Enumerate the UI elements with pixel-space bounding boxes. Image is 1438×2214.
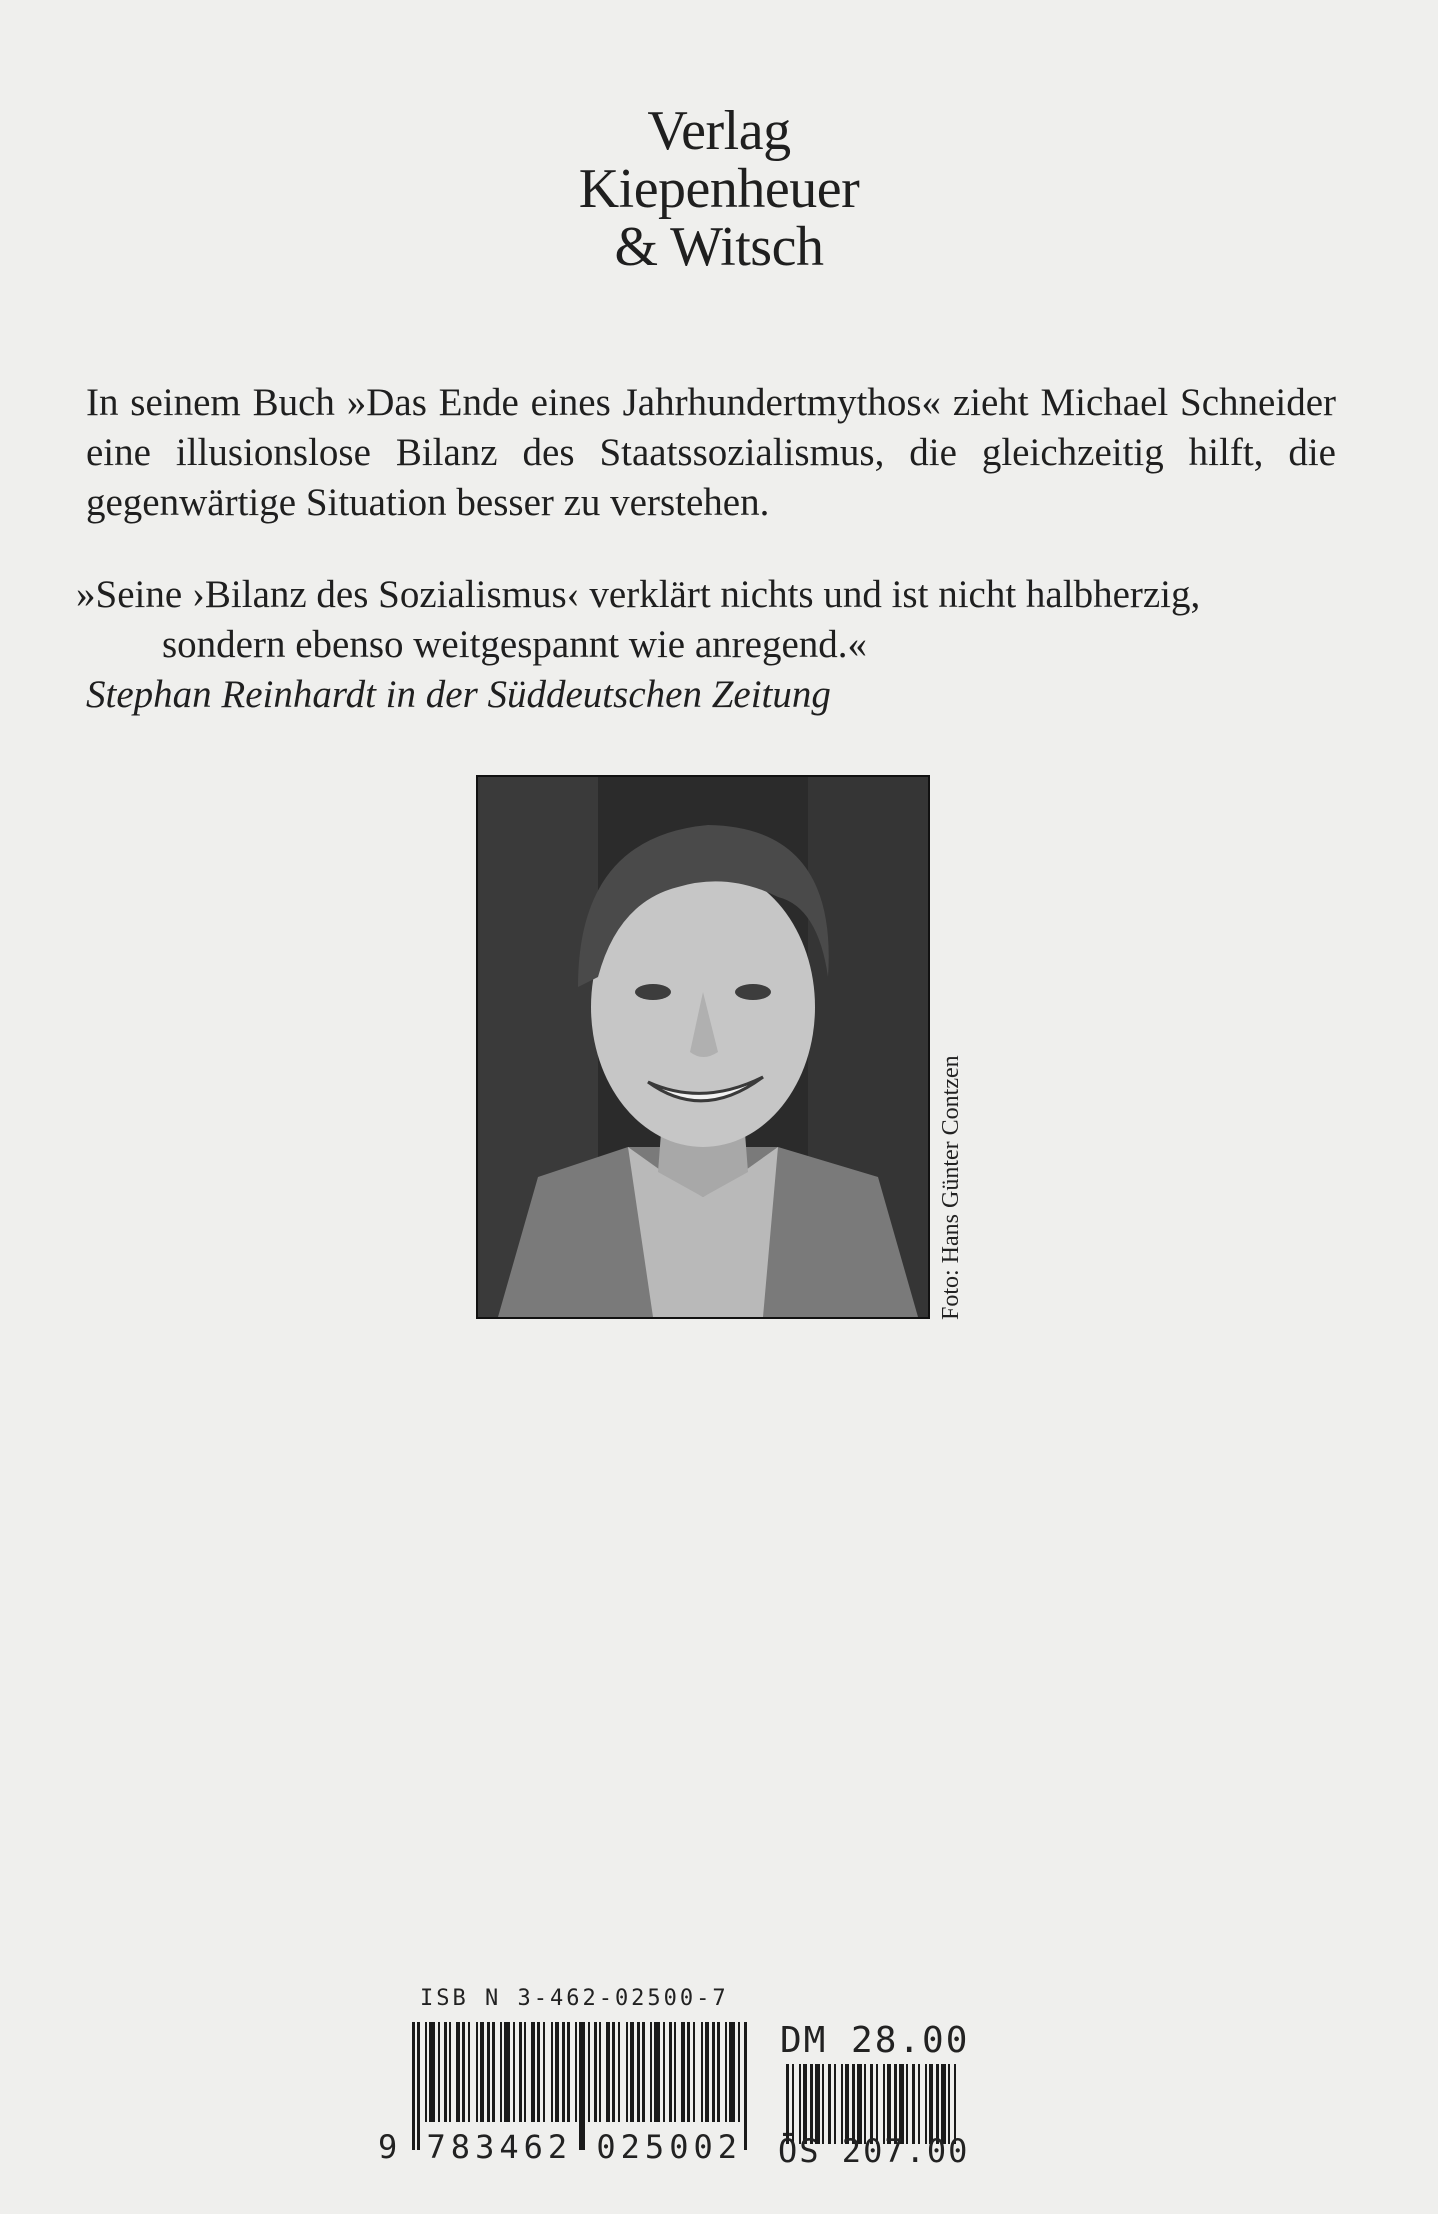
isbn-label: ISB N 3-462-02500-7 bbox=[420, 1986, 729, 2011]
review-quote bbox=[76, 570, 1336, 720]
publisher-logo bbox=[0, 102, 1438, 276]
author-photo bbox=[476, 775, 930, 1319]
quote-attribution: Stephan Reinhardt in der Süddeutschen Zeitung bbox=[86, 673, 831, 716]
book-description: In seinem Buch »Das Ende eines Jahrhundertmythos« zieht Michael Schneider eine illusionslose Bilanz des Staatssozialismus, die gleichzeitig hilft, die gegenwärtige Situation besser zu verstehen. bbox=[86, 381, 1336, 524]
publisher-line-2: Kiepenheuer bbox=[578, 158, 860, 220]
publisher-line-3: & Witsch bbox=[614, 216, 824, 278]
photo-credit: Foto: Hans Günter Contzen bbox=[938, 1055, 964, 1320]
publisher-line-1: Verlag bbox=[647, 100, 791, 162]
quote-line-2: sondern ebenso weitgespannt wie anregend.« bbox=[162, 623, 868, 666]
barcode-digits: 9 783462 025002 bbox=[378, 2128, 742, 2166]
price-os: ÖS 207.00 bbox=[778, 2132, 970, 2170]
quote-line-1: »Seine ›Bilanz des Sozialismus‹ verklärt nichts und ist nicht halbherzig, bbox=[76, 573, 1201, 616]
author-portrait-icon bbox=[478, 777, 928, 1317]
price-dm: DM 28.00 bbox=[780, 2020, 970, 2061]
